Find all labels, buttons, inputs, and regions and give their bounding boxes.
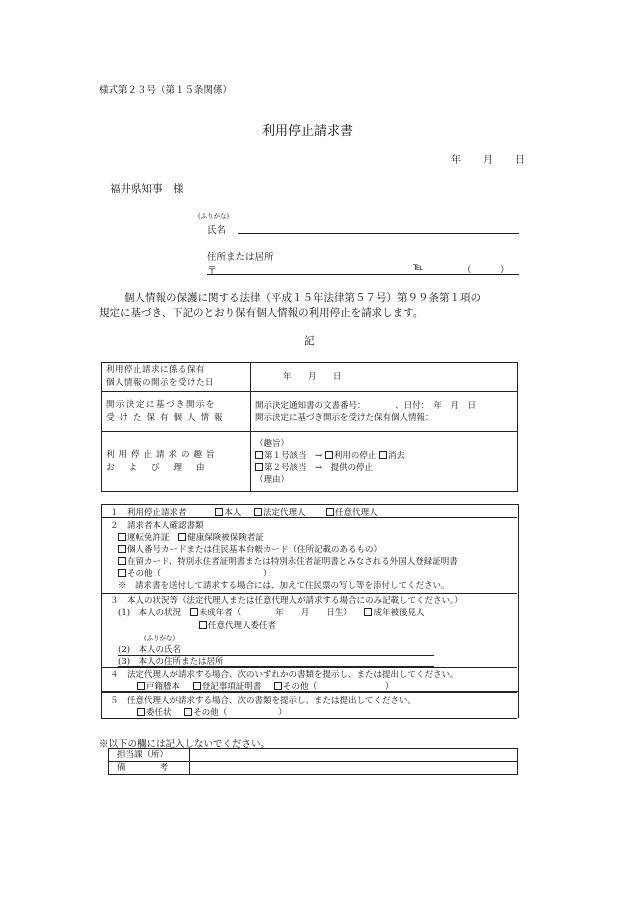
date-field: 年 月 日 [451, 155, 531, 166]
page-title: 利用停止請求書 [262, 124, 354, 139]
legal-agent-docs-row: 戸籍謄本 登記事項証明書 その他（ ） [137, 680, 393, 692]
mynumber-checkbox[interactable] [118, 545, 126, 553]
section-bottom [101, 718, 517, 719]
addressee: 福井県知事 様 [110, 183, 184, 195]
license-checkbox[interactable] [118, 533, 126, 541]
request-detail-table [101, 362, 518, 492]
principal-furigana: (ふりがな) [144, 634, 176, 642]
legal-agent-checkbox[interactable] [254, 508, 262, 516]
id-docs-row-4: その他（ ） [118, 567, 272, 579]
residence-card-checkbox[interactable] [118, 557, 126, 565]
principal-address-label: (3) 本人の住所または居所 [118, 657, 224, 667]
stop-use-checkbox[interactable] [325, 451, 333, 459]
office-note: ※以下の欄には記入しないでください。 [99, 739, 271, 750]
id-docs-row-3: 在留カード、特別永住者証明書または特別永住者証明書とみなされる外国人登録証明書 [118, 555, 458, 567]
address-underline [207, 274, 519, 275]
office-dept-label: 担当課（所） [109, 749, 190, 762]
disclosure-date-value[interactable]: 年 月 日 [251, 363, 518, 392]
id-docs-note: ※ 請求書を送付して請求する場合には、加えて住民票の写し等を添付してください。 [118, 581, 450, 591]
voluntary-agent-docs-title: ５ 任意代理人が請求する場合、次の書類を提示し、または提出してください。 [110, 696, 417, 706]
gist-reason-value[interactable]: （趣旨） 第１号該当 → 利用の停止 消去 第２号該当 → 提供の停止 （理由） [251, 432, 518, 492]
legal-other-checkbox[interactable] [274, 682, 282, 690]
principal-status-title: ３ 本人の状況等（法定代理人または任意代理人が請求する場合にのみ記載してください。） [110, 596, 463, 606]
minor-checkbox[interactable] [190, 608, 198, 616]
tel-paren: （ ） [462, 265, 510, 276]
id-other-checkbox[interactable] [118, 569, 126, 577]
requester-section-extension [101, 690, 519, 718]
registry-cert-checkbox[interactable] [193, 682, 201, 690]
item1-checkbox[interactable] [255, 451, 263, 459]
id-docs-title: ２ 請求者本人確認書類 [110, 521, 204, 531]
family-register-checkbox[interactable] [137, 682, 145, 690]
disclosed-info-value[interactable]: 開示決定通知書の文書番号： 、日付： 年 月 日 開示決定に基づき開示を受けた保有個人情報： [251, 392, 518, 432]
principal-address-underline [118, 666, 434, 667]
address-label: 住所または居所 [207, 252, 274, 263]
ki-label: 記 [304, 335, 315, 347]
principal-status-row-2: 任意代理人委任者 [199, 619, 276, 631]
erase-checkbox[interactable] [379, 451, 387, 459]
voluntary-agent-docs-row: 委任状 その他（ ） [137, 706, 287, 718]
adult-ward-checkbox[interactable] [364, 608, 372, 616]
furigana-label: (ふりがな) [198, 212, 230, 220]
principal-status-row: (1) 本人の状況 未成年者（ 年 月 日生） 成年被後見人 [118, 608, 425, 618]
tel-label: ℡ [413, 262, 424, 273]
form-number: 様式第２３号（第１５条関係） [99, 85, 233, 96]
legal-agent-docs-title: ４ 法定代理人が請求する場合、次のいずれかの書類を提示し、または提出してください。 [110, 670, 459, 680]
name-underline [238, 233, 519, 234]
intro-line-1: 個人情報の保護に関する法律（平成１５年法律第５７号）第９９条第１項の [124, 292, 481, 304]
office-remarks-value [190, 762, 518, 775]
id-docs-row-2: 個人番号カードまたは住民基本台帳カード（住所記載のあるもの） [118, 543, 382, 555]
disclosed-info-label: 開示決定に基づき開示を 受けた保有個人情報 [102, 392, 251, 432]
id-docs-row-1: 運転免許証 健康保険被保険者証 [118, 531, 264, 543]
requester-row: １ 利用停止請求者 本人 法定代理人 任意代理人 [110, 508, 378, 518]
office-remarks-label: 備 考 [109, 762, 190, 775]
principal-name-label: (2) 本人の氏名 [118, 645, 182, 655]
office-dept-value [190, 749, 518, 762]
intro-line-2: 規定に基づき、下記のとおり保有個人情報の利用停止を請求します。 [99, 307, 424, 319]
item2-checkbox[interactable] [255, 463, 263, 471]
disclosure-date-label: 利用停止請求に係る保有 個人情報の開示を受けた日 [102, 363, 251, 392]
self-checkbox[interactable] [215, 508, 223, 516]
insurance-checkbox[interactable] [178, 533, 186, 541]
office-use-table [108, 748, 518, 775]
name-label: 氏名 [207, 225, 227, 236]
principal-checkbox[interactable] [199, 621, 207, 629]
gist-reason-label: 利用停止請求の趣旨 および理由 [102, 432, 251, 492]
voluntary-agent-checkbox[interactable] [326, 508, 334, 516]
postal-mark: 〒 [207, 266, 217, 277]
